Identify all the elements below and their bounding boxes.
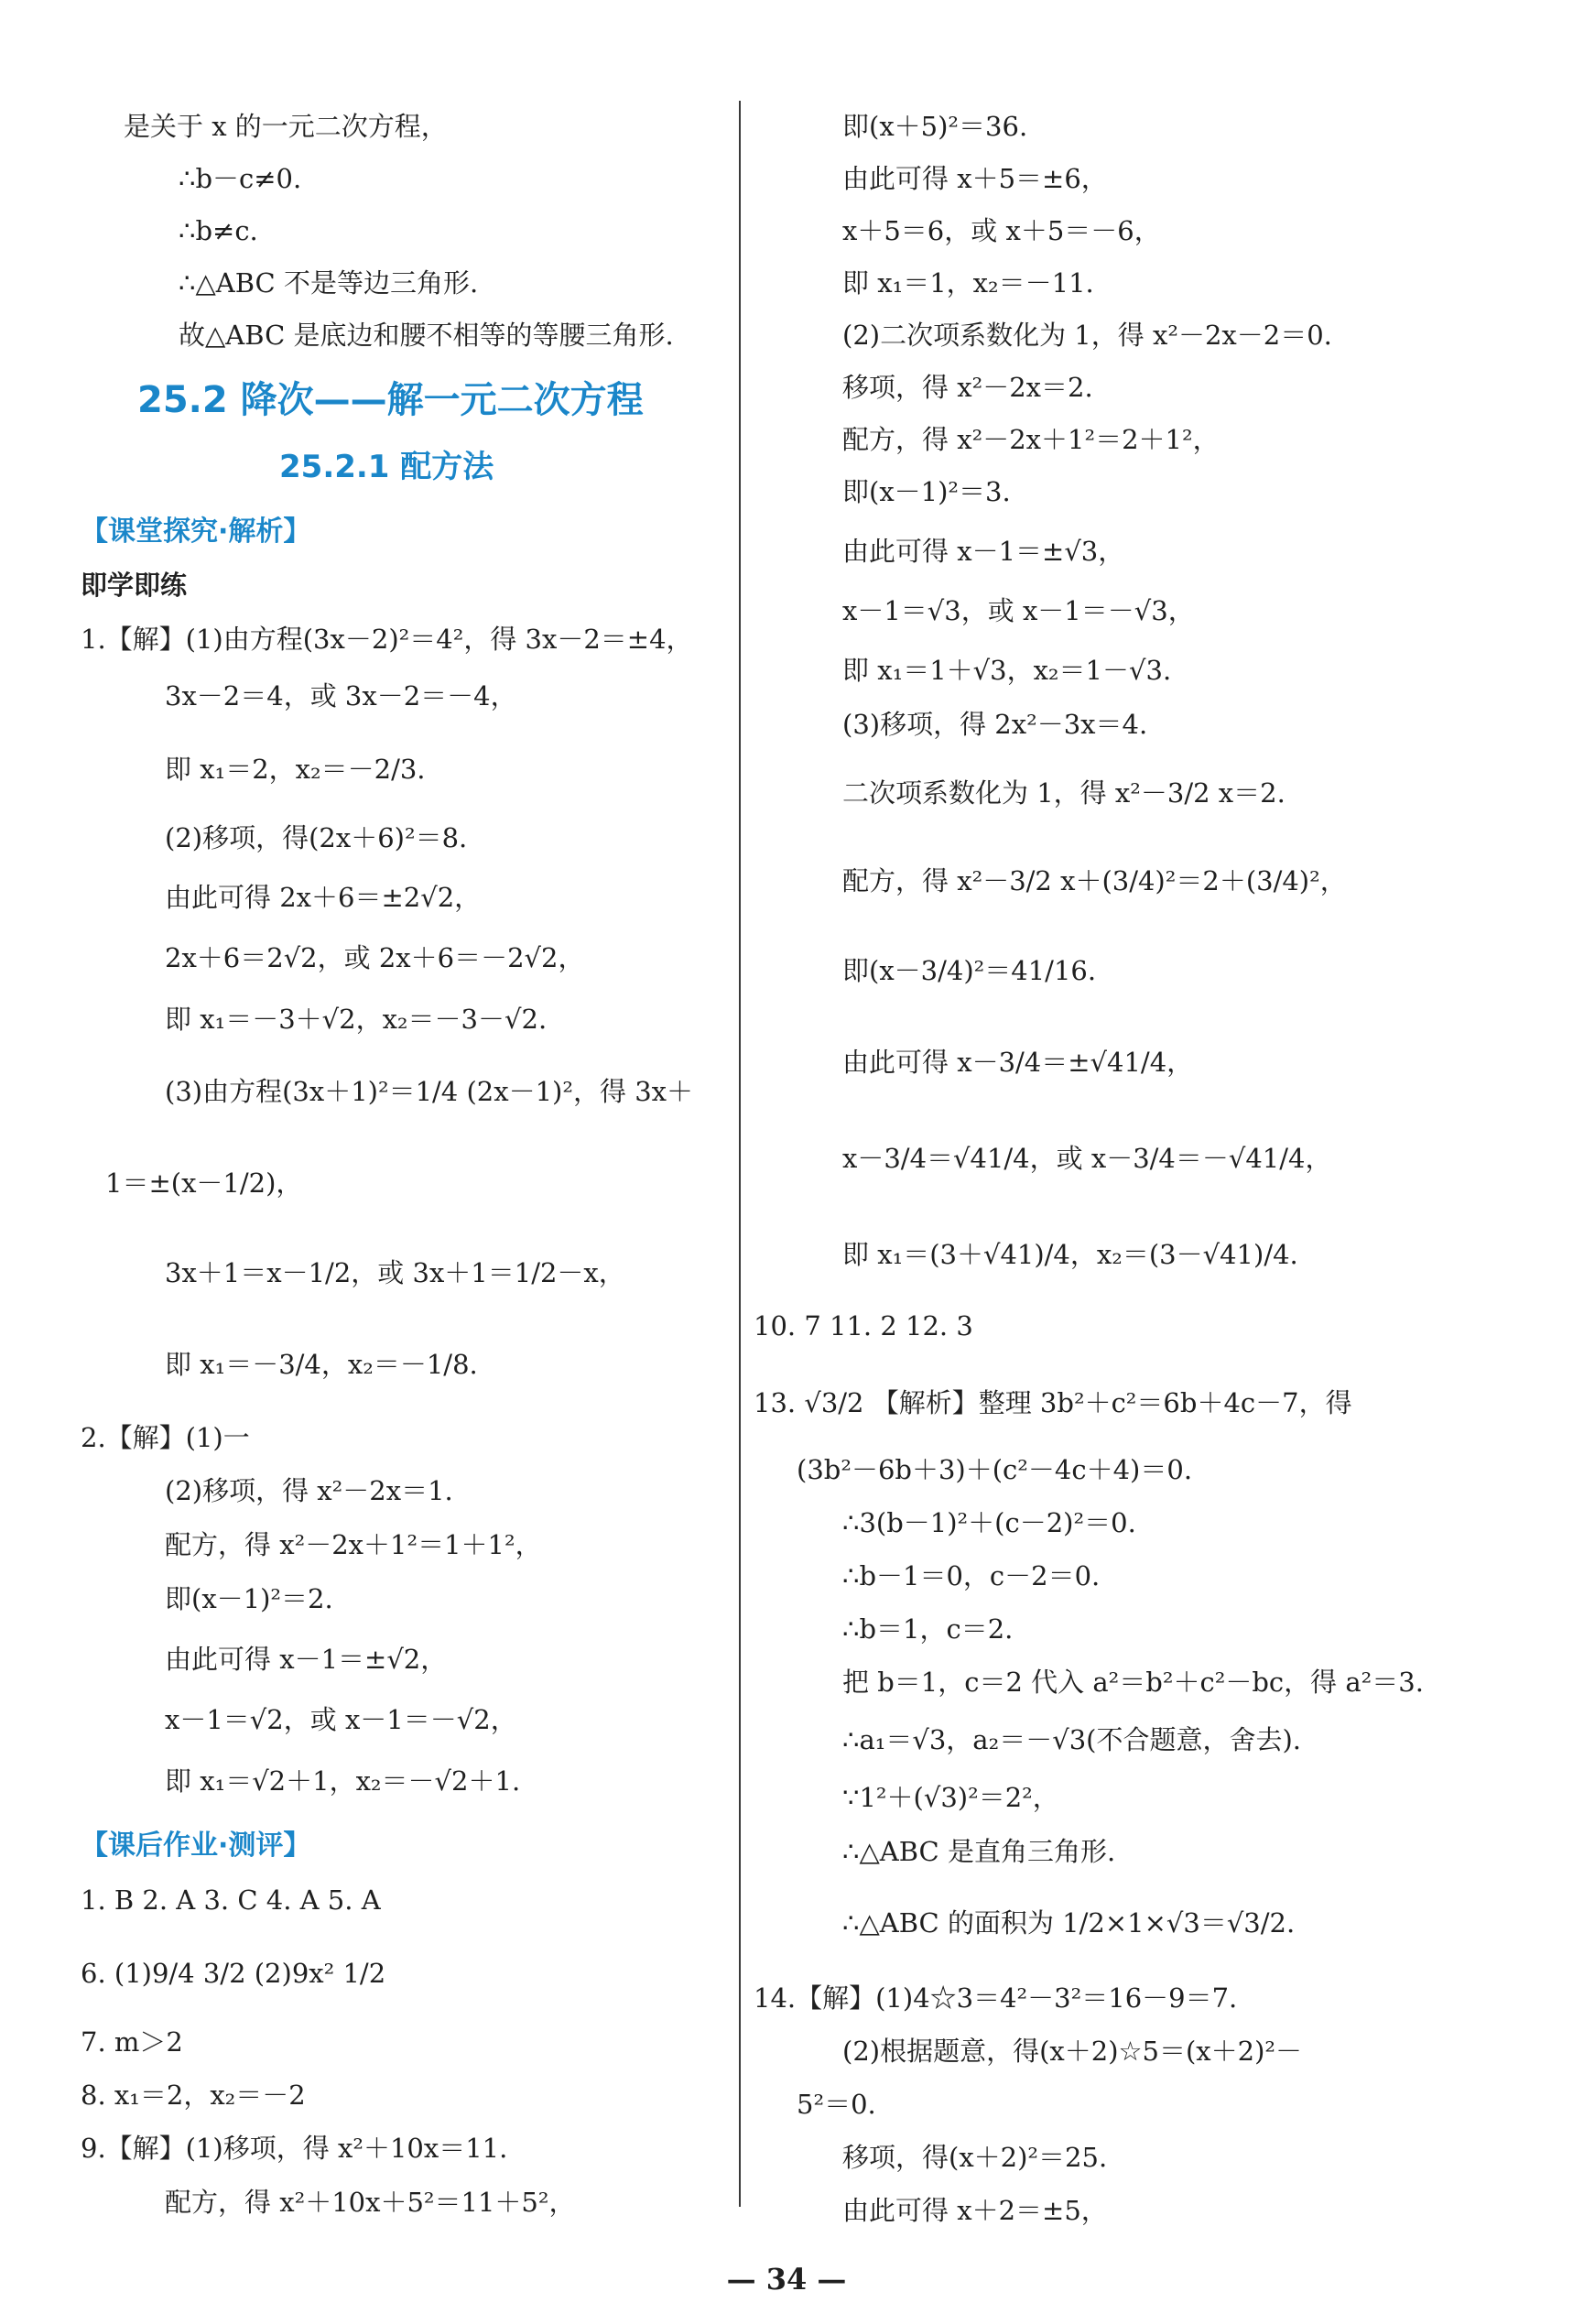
answer-line: 即(x－3/4)²＝41/16. (842, 955, 1097, 986)
answer-line: 即(x－1)²＝2. (165, 1583, 333, 1614)
page-number: — 34 — (726, 2262, 847, 2297)
answer-line: 由此可得 x－1＝±√3， (842, 536, 1125, 567)
answer-line: ∴a₁＝√3，a₂＝－√3(不合题意，舍去). (842, 1724, 1301, 1755)
answer-line: 8. x₁＝2，x₂＝－2 (81, 2080, 306, 2111)
text-line: ∴b≠c. (179, 215, 258, 246)
answer-line: 7. m＞2 (81, 2026, 183, 2058)
answer-line: (2)移项，得(2x＋6)²＝8. (165, 822, 468, 853)
answer-line: 由此可得 x＋5＝±6， (842, 163, 1108, 194)
text-line: 故△ABC 是底边和腰不相等的等腰三角形. (179, 320, 674, 351)
answer-line: 移项，得(x＋2)²＝25. (842, 2142, 1108, 2173)
subsection-title: 25.2.1 配方法 (279, 449, 494, 485)
answer-line: 即 x₁＝1，x₂＝－11. (842, 267, 1094, 299)
subheading: 即学即练 (81, 570, 188, 601)
answer-line: 配方，得 x²－2x＋1²＝2＋1²， (842, 424, 1220, 455)
section-title: 25.2 降次——解一元二次方程 (137, 379, 644, 421)
answer-line: 移项，得 x²－2x＝2. (842, 372, 1093, 403)
answer-line: 13. √3/2 【解析】整理 3b²＋c²＝6b＋4c－7，得 (754, 1387, 1352, 1418)
answer-line: 即 x₁＝2，x₂＝－2/3. (165, 754, 426, 785)
answer-line: 由此可得 x－1＝±√2， (165, 1644, 448, 1675)
answer-line: 即 x₁＝(3＋√41)/4，x₂＝(3－√41)/4. (842, 1239, 1298, 1270)
answer-line: 1.【解】(1)由方程(3x－2)²＝4²，得 3x－2＝±4， (81, 624, 693, 655)
section-caption: 【课堂探究·解析】 (81, 516, 311, 548)
text-line: ∴b－c≠0. (179, 163, 302, 194)
answer-line: 即(x－1)²＝3. (842, 476, 1011, 507)
text-line: 是关于 x 的一元二次方程， (124, 111, 448, 142)
answer-line: 2x＋6＝2√2，或 2x＋6＝－2√2， (165, 942, 585, 973)
answer-line: 配方，得 x²＋10x＋5²＝11＋5²， (165, 2187, 576, 2218)
answer-line: 即 x₁＝√2＋1，x₂＝－√2＋1. (165, 1765, 521, 1797)
answer-line: 由此可得 x－3/4＝±√41/4， (842, 1047, 1194, 1078)
answer-line: (2)移项，得 x²－2x＝1. (165, 1475, 453, 1506)
answer-line: 6. (1)9/4 3/2 (2)9x² 1/2 (81, 1958, 386, 1989)
answer-line: 2.【解】(1)一 (81, 1422, 250, 1453)
answer-line: 二次项系数化为 1，得 x²－3/2 x＝2. (842, 777, 1286, 809)
answer-line: ∵1²＋(√3)²＝2²， (842, 1782, 1059, 1813)
answer-line: (2)根据题意，得(x＋2)☆5＝(x＋2)²－ (842, 2036, 1303, 2067)
answer-line: 即 x₁＝－3＋√2，x₂＝－3－√2. (165, 1004, 548, 1035)
answer-line: 3x＋1＝x－1/2，或 3x＋1＝1/2－x， (165, 1257, 625, 1288)
answer-line: 14.【解】(1)4☆3＝4²－3²＝16－9＝7. (754, 1982, 1238, 2014)
answer-line: (3b²－6b＋3)＋(c²－4c＋4)＝0. (797, 1454, 1193, 1485)
answer-line: x＋5＝6，或 x＋5＝－6， (842, 215, 1161, 246)
answer-line: 9.【解】(1)移项，得 x²＋10x＝11. (81, 2133, 508, 2164)
answer-line: ∴△ABC 的面积为 1/2×1×√3＝√3/2. (842, 1907, 1296, 1938)
answer-line: 即 x₁＝1＋√3，x₂＝1－√3. (842, 655, 1172, 686)
answer-line: 即(x＋5)²＝36. (842, 111, 1028, 142)
answer-line: 把 b＝1，c＝2 代入 a²＝b²＋c²－bc，得 a²＝3. (842, 1667, 1424, 1698)
answer-line: 10. 7 11. 2 12. 3 (754, 1310, 973, 1341)
section-caption: 【课后作业·测评】 (81, 1830, 311, 1862)
answer-line: 配方，得 x²－2x＋1²＝1＋1²， (165, 1529, 542, 1560)
answer-line: 5²＝0. (797, 2089, 876, 2120)
answer-line: (3)由方程(3x＋1)²＝1/4 (2x－1)²，得 3x＋ (165, 1076, 694, 1107)
answer-line: 1＝±(x－1/2)， (105, 1167, 303, 1199)
answer-line: (2)二次项系数化为 1，得 x²－2x－2＝0. (842, 320, 1332, 351)
answer-line: x－1＝√2，或 x－1＝－√2， (165, 1704, 517, 1735)
answer-line: ∴b－1＝0，c－2＝0. (842, 1560, 1101, 1591)
answer-line: 由此可得 2x＋6＝±2√2， (165, 882, 482, 913)
answer-line: ∴△ABC 是直角三角形. (842, 1836, 1116, 1867)
answer-line: 1. B 2. A 3. C 4. A 5. A (81, 1884, 381, 1916)
answer-line: 由此可得 x＋2＝±5， (842, 2195, 1108, 2226)
answer-line: 配方，得 x²－3/2 x＋(3/4)²＝2＋(3/4)²， (842, 865, 1347, 896)
answer-line: ∴3(b－1)²＋(c－2)²＝0. (842, 1507, 1136, 1538)
answer-line: x－1＝√3，或 x－1＝－√3， (842, 595, 1195, 626)
answer-line: ∴b＝1，c＝2. (842, 1613, 1014, 1645)
answer-line: 3x－2＝4，或 3x－2＝－4， (165, 680, 517, 711)
column-divider (739, 101, 741, 2207)
answer-line: (3)移项，得 2x²－3x＝4. (842, 709, 1148, 740)
answer-line: x－3/4＝√41/4，或 x－3/4＝－√41/4， (842, 1143, 1332, 1174)
answer-line: 即 x₁＝－3/4，x₂＝－1/8. (165, 1349, 478, 1380)
text-line: ∴△ABC 不是等边三角形. (179, 267, 479, 299)
